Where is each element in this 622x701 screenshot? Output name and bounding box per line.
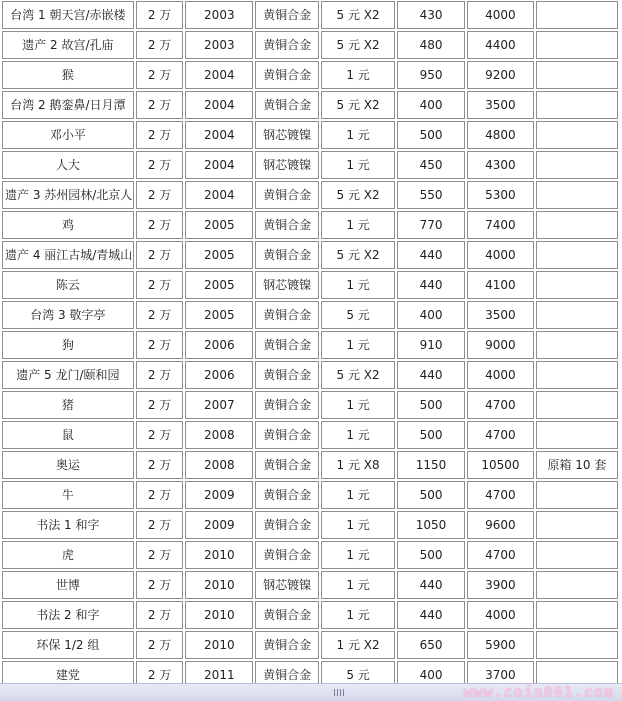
remark-cell bbox=[536, 481, 618, 509]
year-cell: 2003 bbox=[185, 1, 253, 29]
unit-price-cell: 550 bbox=[397, 181, 465, 209]
unit-price-cell: 770 bbox=[397, 211, 465, 239]
table-row bbox=[2, 511, 618, 539]
box-price-cell: 9600 bbox=[467, 511, 534, 539]
material-cell: 黄铜合金 bbox=[255, 1, 319, 29]
material-cell: 黄铜合金 bbox=[255, 361, 319, 389]
box-price-cell: 3500 bbox=[467, 91, 534, 119]
remark-cell bbox=[536, 91, 618, 119]
box-price-cell: 4700 bbox=[467, 421, 534, 449]
coin-name-cell: 遗产 4 丽江古城/青城山 bbox=[2, 241, 134, 269]
table-row bbox=[2, 91, 618, 119]
unit-price-cell: 440 bbox=[397, 361, 465, 389]
year-cell: 2005 bbox=[185, 211, 253, 239]
face-value-cell: 1 元 bbox=[321, 211, 395, 239]
coin-name-cell: 世博 bbox=[2, 571, 134, 599]
table-row bbox=[2, 241, 618, 269]
box-price-cell: 5900 bbox=[467, 631, 534, 659]
material-cell: 黄铜合金 bbox=[255, 181, 319, 209]
unit-price-cell: 1150 bbox=[397, 451, 465, 479]
year-cell: 2008 bbox=[185, 451, 253, 479]
table-row bbox=[2, 211, 618, 239]
table-row bbox=[2, 601, 618, 629]
box-price-cell: 10500 bbox=[467, 451, 534, 479]
face-value-cell: 1 元 bbox=[321, 61, 395, 89]
unit-price-cell: 500 bbox=[397, 121, 465, 149]
box-price-cell: 4800 bbox=[467, 121, 534, 149]
box-price-cell: 4700 bbox=[467, 481, 534, 509]
coin-name-cell: 环保 1/2 组 bbox=[2, 631, 134, 659]
face-value-cell: 1 元 bbox=[321, 601, 395, 629]
material-cell: 黄铜合金 bbox=[255, 391, 319, 419]
remark-cell bbox=[536, 541, 618, 569]
material-cell: 黄铜合金 bbox=[255, 91, 319, 119]
table-row bbox=[2, 1, 618, 29]
coin-name-cell: 台湾 2 鹅銮鼻/日月潭 bbox=[2, 91, 134, 119]
mintage-cell: 2 万 bbox=[136, 631, 184, 659]
scrollbar-grip-icon[interactable] bbox=[334, 689, 344, 696]
mintage-cell: 2 万 bbox=[136, 91, 184, 119]
unit-price-cell: 500 bbox=[397, 541, 465, 569]
year-cell: 2004 bbox=[185, 151, 253, 179]
material-cell: 黄铜合金 bbox=[255, 331, 319, 359]
material-cell: 钢芯镀镍 bbox=[255, 571, 319, 599]
material-cell: 黄铜合金 bbox=[255, 61, 319, 89]
material-cell: 黄铜合金 bbox=[255, 481, 319, 509]
mintage-cell: 2 万 bbox=[136, 1, 184, 29]
material-cell: 黄铜合金 bbox=[255, 421, 319, 449]
remark-cell bbox=[536, 361, 618, 389]
table-row bbox=[2, 451, 618, 479]
year-cell: 2006 bbox=[185, 361, 253, 389]
remark-cell bbox=[536, 301, 618, 329]
coin-name-cell: 建党 bbox=[2, 661, 134, 689]
face-value-cell: 5 元 X2 bbox=[321, 31, 395, 59]
face-value-cell: 5 元 X2 bbox=[321, 91, 395, 119]
material-cell: 钢芯镀镍 bbox=[255, 121, 319, 149]
unit-price-cell: 450 bbox=[397, 151, 465, 179]
material-cell: 黄铜合金 bbox=[255, 661, 319, 689]
remark-cell bbox=[536, 421, 618, 449]
material-cell: 钢芯镀镍 bbox=[255, 271, 319, 299]
table-row bbox=[2, 151, 618, 179]
remark-cell bbox=[536, 601, 618, 629]
material-cell: 黄铜合金 bbox=[255, 601, 319, 629]
watermark: www.coin001.com bbox=[463, 683, 614, 701]
face-value-cell: 1 元 bbox=[321, 421, 395, 449]
mintage-cell: 2 万 bbox=[136, 121, 184, 149]
coin-name-cell: 邓小平 bbox=[2, 121, 134, 149]
table-row bbox=[2, 541, 618, 569]
material-cell: 黄铜合金 bbox=[255, 31, 319, 59]
year-cell: 2003 bbox=[185, 31, 253, 59]
year-cell: 2011 bbox=[185, 661, 253, 689]
table-row bbox=[2, 31, 618, 59]
table-row bbox=[2, 121, 618, 149]
mintage-cell: 2 万 bbox=[136, 421, 184, 449]
remark-cell bbox=[536, 211, 618, 239]
unit-price-cell: 440 bbox=[397, 601, 465, 629]
face-value-cell: 1 元 X2 bbox=[321, 631, 395, 659]
material-cell: 黄铜合金 bbox=[255, 451, 319, 479]
year-cell: 2007 bbox=[185, 391, 253, 419]
box-price-cell: 3500 bbox=[467, 301, 534, 329]
table-row bbox=[2, 331, 618, 359]
unit-price-cell: 910 bbox=[397, 331, 465, 359]
remark-cell bbox=[536, 121, 618, 149]
remark-cell bbox=[536, 631, 618, 659]
box-price-cell: 4100 bbox=[467, 271, 534, 299]
mintage-cell: 2 万 bbox=[136, 391, 184, 419]
unit-price-cell: 400 bbox=[397, 301, 465, 329]
year-cell: 2010 bbox=[185, 541, 253, 569]
mintage-cell: 2 万 bbox=[136, 481, 184, 509]
mintage-cell: 2 万 bbox=[136, 511, 184, 539]
table-row bbox=[2, 301, 618, 329]
unit-price-cell: 650 bbox=[397, 631, 465, 659]
mintage-cell: 2 万 bbox=[136, 451, 184, 479]
box-price-cell: 5300 bbox=[467, 181, 534, 209]
mintage-cell: 2 万 bbox=[136, 241, 184, 269]
unit-price-cell: 1050 bbox=[397, 511, 465, 539]
material-cell: 黄铜合金 bbox=[255, 511, 319, 539]
face-value-cell: 1 元 bbox=[321, 151, 395, 179]
remark-cell bbox=[536, 241, 618, 269]
unit-price-cell: 950 bbox=[397, 61, 465, 89]
table-row bbox=[2, 181, 618, 209]
face-value-cell: 5 元 X2 bbox=[321, 241, 395, 269]
unit-price-cell: 400 bbox=[397, 91, 465, 119]
box-price-cell: 4000 bbox=[467, 361, 534, 389]
table-row bbox=[2, 421, 618, 449]
coin-name-cell: 猪 bbox=[2, 391, 134, 419]
mintage-cell: 2 万 bbox=[136, 331, 184, 359]
face-value-cell: 5 元 bbox=[321, 301, 395, 329]
unit-price-cell: 440 bbox=[397, 271, 465, 299]
table-row bbox=[2, 61, 618, 89]
coin-name-cell: 陈云 bbox=[2, 271, 134, 299]
unit-price-cell: 430 bbox=[397, 1, 465, 29]
face-value-cell: 5 元 X2 bbox=[321, 361, 395, 389]
material-cell: 黄铜合金 bbox=[255, 211, 319, 239]
table-row bbox=[2, 631, 618, 659]
face-value-cell: 1 元 bbox=[321, 541, 395, 569]
box-price-cell: 4700 bbox=[467, 391, 534, 419]
mintage-cell: 2 万 bbox=[136, 151, 184, 179]
remark-cell bbox=[536, 511, 618, 539]
box-price-cell: 4000 bbox=[467, 1, 534, 29]
box-price-cell: 4400 bbox=[467, 31, 534, 59]
year-cell: 2008 bbox=[185, 421, 253, 449]
table-body bbox=[2, 1, 618, 689]
year-cell: 2005 bbox=[185, 241, 253, 269]
face-value-cell: 5 元 X2 bbox=[321, 1, 395, 29]
unit-price-cell: 500 bbox=[397, 481, 465, 509]
coin-name-cell: 狗 bbox=[2, 331, 134, 359]
mintage-cell: 2 万 bbox=[136, 31, 184, 59]
box-price-cell: 4700 bbox=[467, 541, 534, 569]
remark-cell bbox=[536, 151, 618, 179]
horizontal-scrollbar[interactable] bbox=[0, 683, 622, 701]
coin-name-cell: 台湾 3 敬字亭 bbox=[2, 301, 134, 329]
unit-price-cell: 440 bbox=[397, 241, 465, 269]
year-cell: 2005 bbox=[185, 271, 253, 299]
box-price-cell: 4000 bbox=[467, 241, 534, 269]
box-price-cell: 9000 bbox=[467, 331, 534, 359]
remark-cell bbox=[536, 271, 618, 299]
mintage-cell: 2 万 bbox=[136, 601, 184, 629]
material-cell: 黄铜合金 bbox=[255, 301, 319, 329]
face-value-cell: 1 元 bbox=[321, 391, 395, 419]
year-cell: 2004 bbox=[185, 91, 253, 119]
mintage-cell: 2 万 bbox=[136, 181, 184, 209]
unit-price-cell: 480 bbox=[397, 31, 465, 59]
face-value-cell: 1 元 bbox=[321, 571, 395, 599]
coin-name-cell: 牛 bbox=[2, 481, 134, 509]
coin-name-cell: 虎 bbox=[2, 541, 134, 569]
table-row bbox=[2, 571, 618, 599]
unit-price-cell: 500 bbox=[397, 391, 465, 419]
table-row bbox=[2, 361, 618, 389]
year-cell: 2006 bbox=[185, 331, 253, 359]
coin-name-cell: 鼠 bbox=[2, 421, 134, 449]
face-value-cell: 5 元 bbox=[321, 661, 395, 689]
mintage-cell: 2 万 bbox=[136, 541, 184, 569]
unit-price-cell: 400 bbox=[397, 661, 465, 689]
unit-price-cell: 440 bbox=[397, 571, 465, 599]
face-value-cell: 1 元 bbox=[321, 511, 395, 539]
mintage-cell: 2 万 bbox=[136, 211, 184, 239]
mintage-cell: 2 万 bbox=[136, 301, 184, 329]
remark-cell bbox=[536, 181, 618, 209]
box-price-cell: 3900 bbox=[467, 571, 534, 599]
face-value-cell: 1 元 bbox=[321, 481, 395, 509]
remark-cell bbox=[536, 331, 618, 359]
year-cell: 2005 bbox=[185, 301, 253, 329]
box-price-cell: 3700 bbox=[467, 661, 534, 689]
year-cell: 2010 bbox=[185, 571, 253, 599]
face-value-cell: 1 元 X8 bbox=[321, 451, 395, 479]
face-value-cell: 1 元 bbox=[321, 271, 395, 299]
year-cell: 2010 bbox=[185, 601, 253, 629]
coin-name-cell: 遗产 2 故宫/孔庙 bbox=[2, 31, 134, 59]
box-price-cell: 4300 bbox=[467, 151, 534, 179]
remark-cell bbox=[536, 61, 618, 89]
coin-name-cell: 遗产 5 龙门/颐和园 bbox=[2, 361, 134, 389]
remark-cell bbox=[536, 1, 618, 29]
year-cell: 2009 bbox=[185, 481, 253, 509]
box-price-cell: 9200 bbox=[467, 61, 534, 89]
coin-name-cell: 人大 bbox=[2, 151, 134, 179]
coin-name-cell: 书法 2 和字 bbox=[2, 601, 134, 629]
year-cell: 2004 bbox=[185, 181, 253, 209]
mintage-cell: 2 万 bbox=[136, 361, 184, 389]
unit-price-cell: 500 bbox=[397, 421, 465, 449]
material-cell: 黄铜合金 bbox=[255, 541, 319, 569]
mintage-cell: 2 万 bbox=[136, 661, 184, 689]
coin-name-cell: 奥运 bbox=[2, 451, 134, 479]
face-value-cell: 1 元 bbox=[321, 121, 395, 149]
coin-name-cell: 台湾 1 朝天宫/赤嵌楼 bbox=[2, 1, 134, 29]
mintage-cell: 2 万 bbox=[136, 61, 184, 89]
material-cell: 钢芯镀镍 bbox=[255, 151, 319, 179]
year-cell: 2010 bbox=[185, 631, 253, 659]
box-price-cell: 7400 bbox=[467, 211, 534, 239]
table-row bbox=[2, 391, 618, 419]
face-value-cell: 5 元 X2 bbox=[321, 181, 395, 209]
coin-name-cell: 猴 bbox=[2, 61, 134, 89]
year-cell: 2009 bbox=[185, 511, 253, 539]
material-cell: 黄铜合金 bbox=[255, 631, 319, 659]
material-cell: 黄铜合金 bbox=[255, 241, 319, 269]
box-price-cell: 4000 bbox=[467, 601, 534, 629]
year-cell: 2004 bbox=[185, 121, 253, 149]
table-row bbox=[2, 271, 618, 299]
remark-cell bbox=[536, 391, 618, 419]
remark-cell bbox=[536, 571, 618, 599]
face-value-cell: 1 元 bbox=[321, 331, 395, 359]
year-cell: 2004 bbox=[185, 61, 253, 89]
coin-name-cell: 书法 1 和字 bbox=[2, 511, 134, 539]
remark-cell: 原箱 10 套 bbox=[536, 451, 618, 479]
mintage-cell: 2 万 bbox=[136, 271, 184, 299]
remark-cell bbox=[536, 31, 618, 59]
coin-name-cell: 鸡 bbox=[2, 211, 134, 239]
coin-name-cell: 遗产 3 苏州园林/北京人 bbox=[2, 181, 134, 209]
table-row bbox=[2, 481, 618, 509]
mintage-cell: 2 万 bbox=[136, 571, 184, 599]
